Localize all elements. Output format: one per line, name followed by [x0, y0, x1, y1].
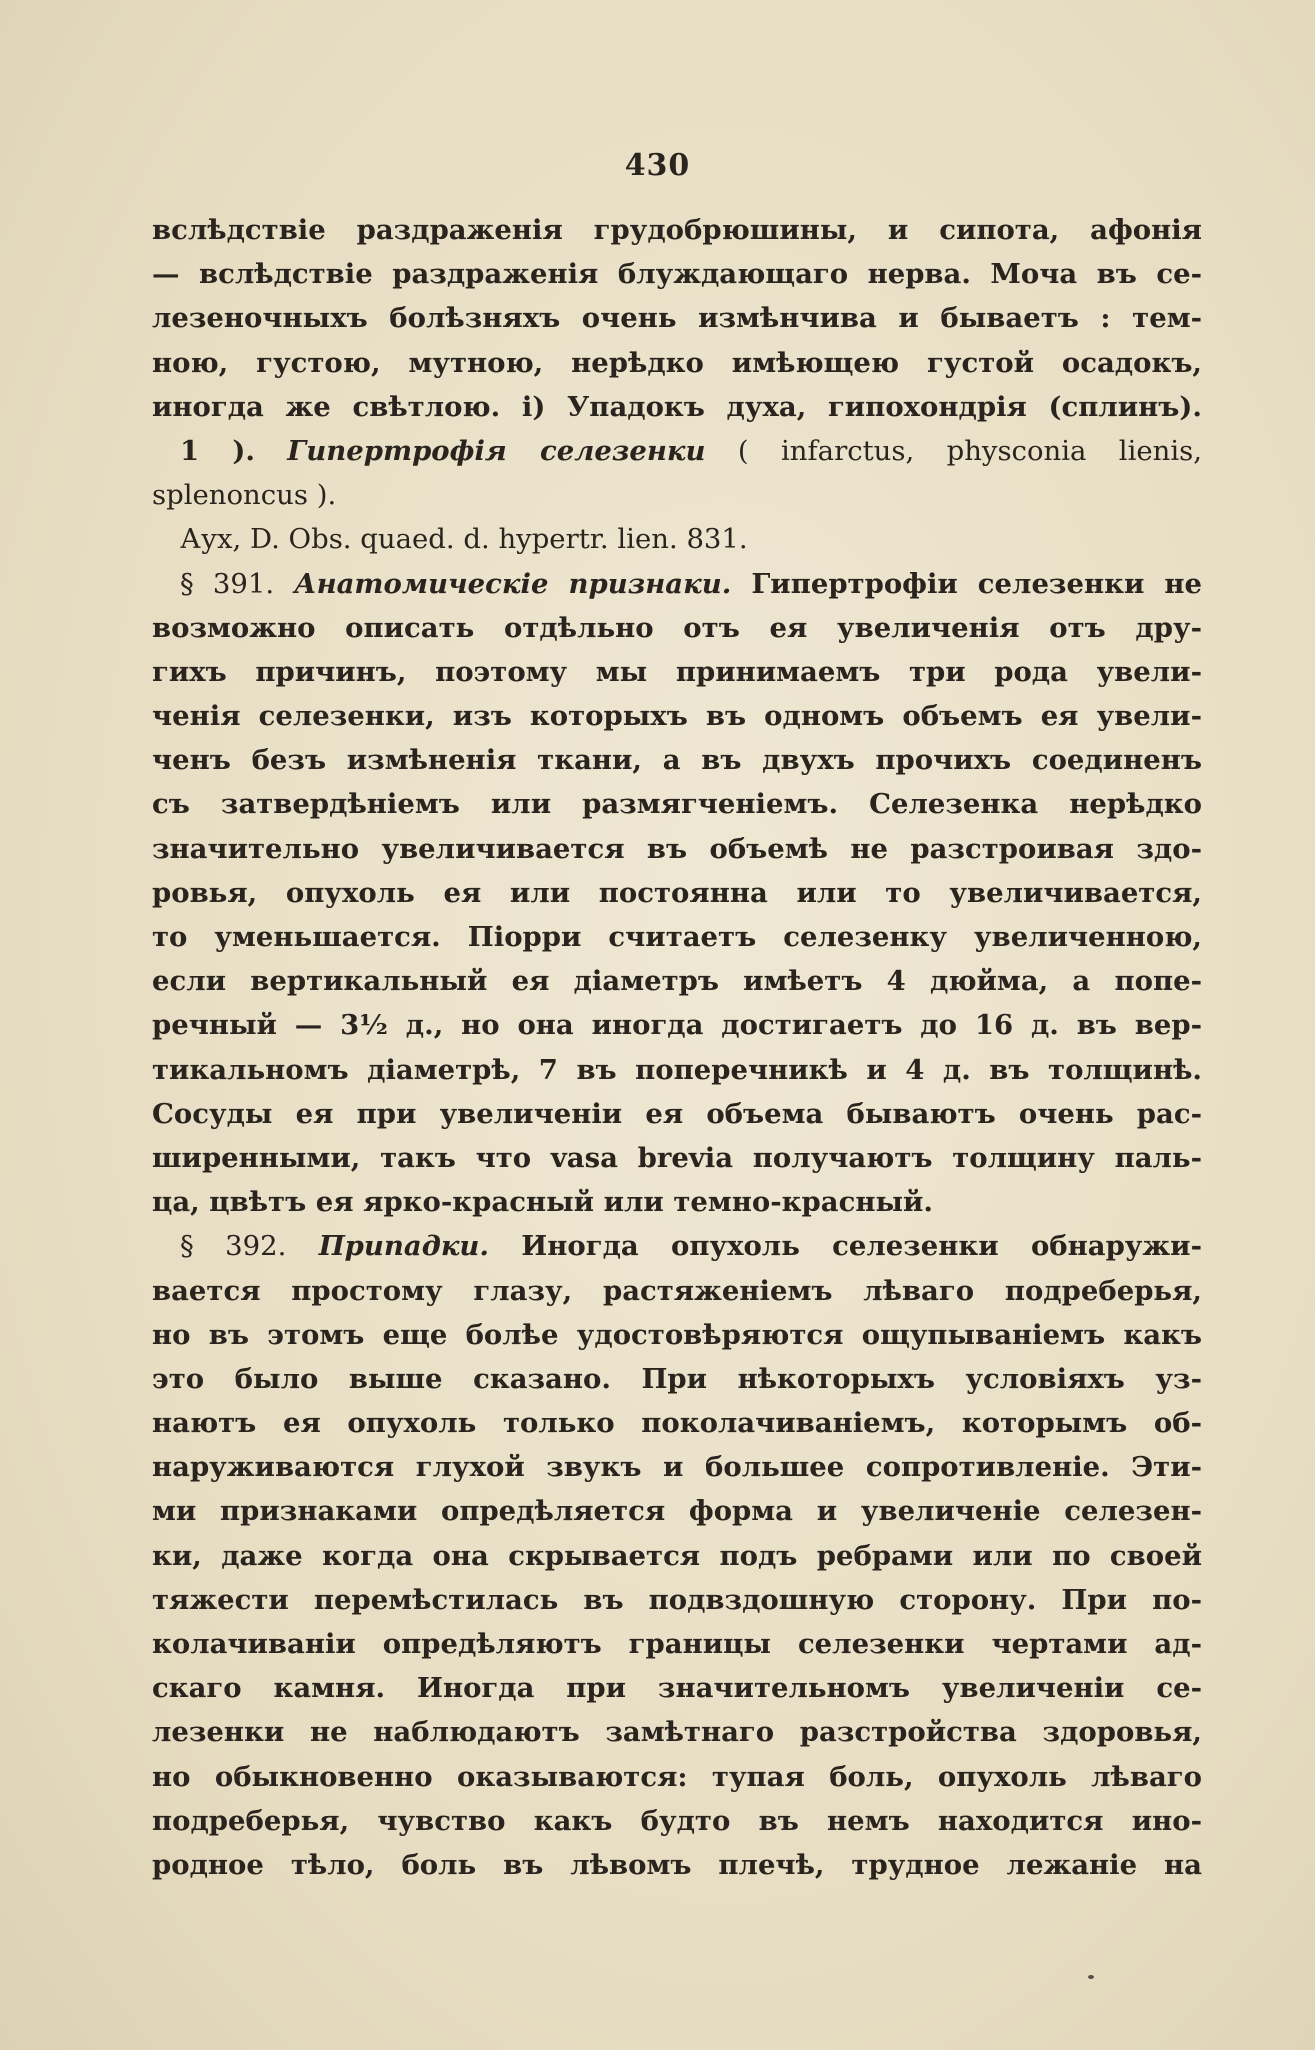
text-line: вается простому глазу, растяженіемъ лѣваго подреберья,: [152, 1274, 1202, 1307]
text-line: если вертикальный ея діаметръ имѣетъ 4 дюйма, а попе-: [152, 965, 1202, 998]
text-line: подреберья, чувство какъ будто въ немъ находится ино-: [152, 1804, 1202, 1837]
paper-speck: [1088, 1975, 1094, 1979]
text-line: ною, густою, мутною, нерѣдко имѣющею густой осадокъ,: [152, 346, 1202, 379]
section-first-text: Гипертрофіи селезенки не: [751, 567, 1202, 600]
text-line: возможно описать отдѣльно отъ ея увеличенія отъ дру-: [152, 611, 1202, 644]
text-line: ровья, опухоль ея или постоянна или то увеличивается,: [152, 876, 1202, 909]
text-line: но въ этомъ еще болѣе удостовѣряются ощупываніемъ какъ: [152, 1318, 1202, 1351]
heading-continuation: splenoncus ).: [152, 479, 337, 512]
text-line: лезеночныхъ болѣзняхъ очень измѣнчива и бываетъ : тем-: [152, 302, 1202, 335]
section-392-heading: [152, 1224, 1202, 1268]
text-line: ца, цвѣтъ ея ярко-красный или темно-красный.: [152, 1186, 933, 1219]
text-line: Сосуды ея при увеличеніи ея объема бываютъ очень рас-: [152, 1097, 1202, 1130]
text-line: но обыкновенно оказываются: тупая боль, опухоль лѣваго: [152, 1760, 1202, 1793]
text-line: ширенными, такъ что vasa brevia получаютъ толщину паль-: [152, 1141, 1202, 1174]
text-line: колачиваніи опредѣляютъ границы селезенки чертами ад-: [152, 1628, 1202, 1660]
page-body: [152, 208, 1202, 1887]
section-391-heading: [152, 562, 1202, 606]
text-line: это было выше сказано. При нѣкоторыхъ условіяхъ уз-: [152, 1362, 1202, 1395]
section-number: § 391.: [180, 567, 275, 600]
section-title: Анатомическіе признаки.: [294, 567, 732, 600]
text-line: съ затвердѣніемъ или размягченіемъ. Селезенка нерѣдко: [152, 788, 1202, 821]
text-line: ми признаками опредѣляется форма и увеличеніе селезен-: [152, 1495, 1202, 1528]
text-line: тикальномъ діаметрѣ, 7 въ поперечникѣ и 4 д. въ толщинѣ.: [152, 1053, 1202, 1086]
text-line: иногда же свѣтлою. і) Упадокъ духа, гипохондрія (сплинъ).: [152, 390, 1202, 423]
section-heading: [152, 429, 1202, 473]
text-line: речный — 3½ д., но она иногда достигаетъ до 16 д. въ вер-: [152, 1009, 1202, 1042]
text-line: наютъ ея опухоль только поколачиваніемъ, которымъ об-: [152, 1407, 1202, 1440]
heading-number: 1 ).: [180, 434, 255, 467]
reference-line: Аух, D. Obs. quaed. d. hypertr. lien. 831.: [180, 523, 748, 556]
section-title: Припадки.: [318, 1230, 490, 1263]
text-line: то уменьшается. Піорри считаетъ селезенку увеличенною,: [152, 921, 1202, 953]
text-line: родное тѣло, боль въ лѣвомъ плечѣ, трудное лежаніе на: [152, 1848, 1202, 1881]
text-line: гихъ причинъ, поэтому мы принимаемъ три рода увели-: [152, 655, 1202, 688]
heading-latin: ( infarctus, physconia lienis,: [737, 434, 1202, 467]
heading-title: Гипертрофія селезенки: [287, 434, 706, 467]
text-line: лезенки не наблюдаютъ замѣтнаго разстройства здоровья,: [152, 1716, 1202, 1749]
section-number: § 392.: [180, 1230, 287, 1263]
text-line: ченъ безъ измѣненія ткани, а въ двухъ прочихъ соединенъ: [152, 744, 1202, 777]
text-line: вслѣдствіе раздраженія грудобрюшины, и сипота, афонія: [152, 214, 1202, 246]
text-line: наруживаются глухой звукъ и большее сопротивленіе. Эти-: [152, 1451, 1202, 1484]
text-line: ченія селезенки, изъ которыхъ въ одномъ объемъ ея увели-: [152, 700, 1202, 733]
text-line: — вслѣдствіе раздраженія блуждающаго нерва. Моча въ се-: [152, 258, 1202, 291]
text-line: значительно увеличивается въ объемѣ не разстроивая здо-: [152, 832, 1202, 865]
text-line: ки, даже когда она скрывается подъ ребрами или по своей: [152, 1539, 1202, 1572]
text-line: тяжести перемѣстилась въ подвздошную сторону. При по-: [152, 1583, 1202, 1616]
section-first-text: Иногда опухоль селезенки обнаружи-: [521, 1230, 1202, 1263]
text-line: скаго камня. Иногда при значительномъ увеличеніи се-: [152, 1672, 1202, 1705]
page-number: 430: [624, 148, 691, 183]
